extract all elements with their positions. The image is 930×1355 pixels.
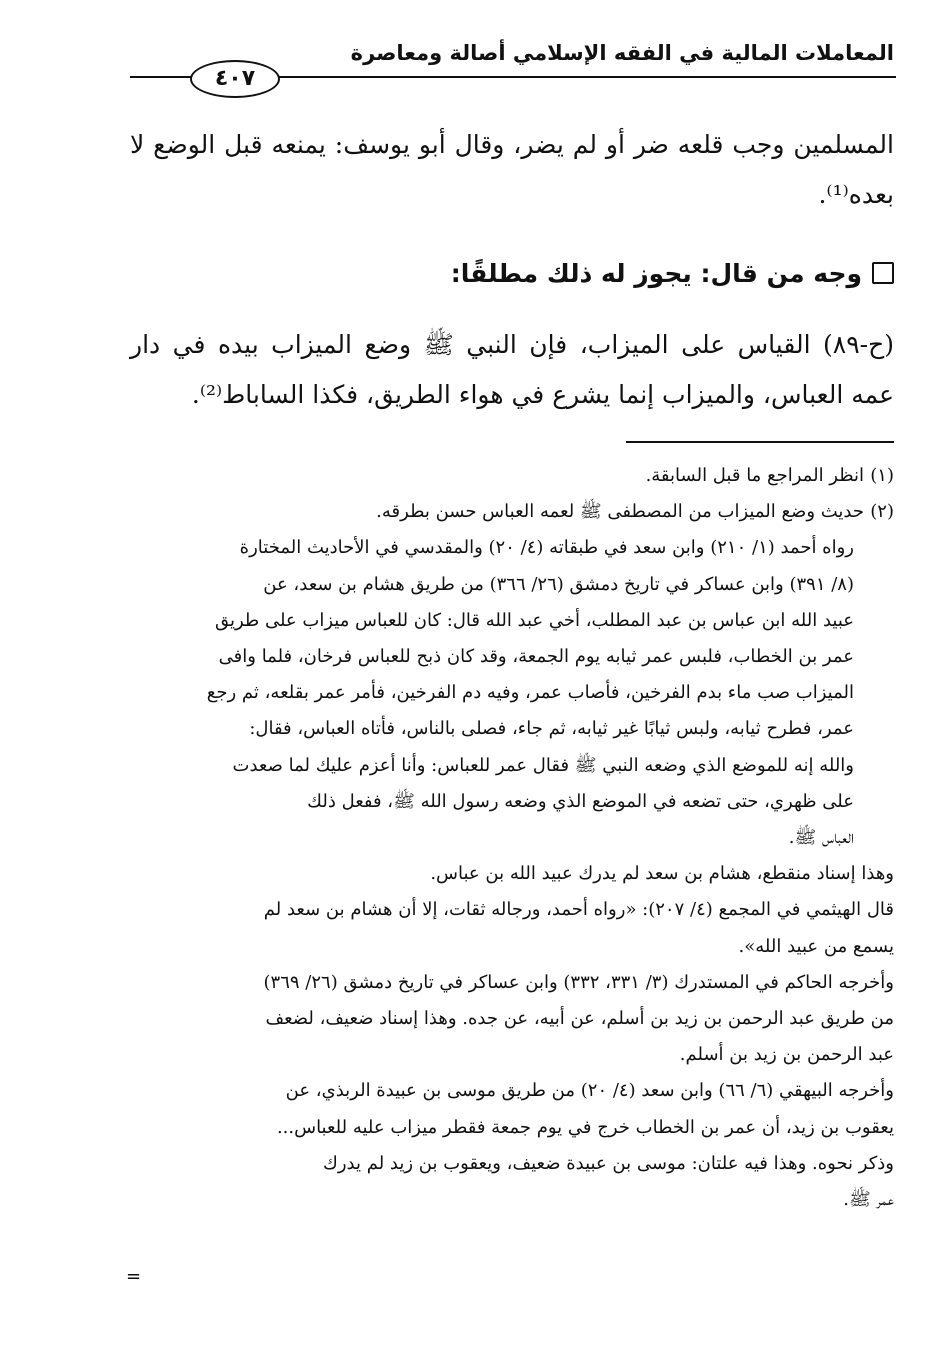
body-paragraph-1: المسلمين وجب قلعه ضر أو لم يضر، وقال أبو يوسف: يمنعه قبل الوضع لا بعده⁽¹⁾. (130, 130, 894, 209)
footnote-line: (٨/ ٣٩١) وابن عساكر في تاريخ دمشق (٢٦/ ٣٦٦) من طريق هشام بن سعد، عن (263, 573, 854, 595)
body-paragraph-2: (ح-٨٩) القياس على الميزاب، فإن النبي ﷺ وضع الميزاب بيده في دار عمه العباس، والميزاب إنما يشرع في هواء الطريق، فكذا الساباط⁽²⁾. (130, 330, 894, 409)
footnote-line: على ظهري، حتى تضعه في الموضع الذي وضعه رسول الله ﷺ، ففعل ذلك (307, 790, 854, 812)
footnote-line: من طريق عبد الرحمن بن زيد بن أسلم، عن أبيه، عن جده. وهذا إسناد ضعيف، لضعف (265, 1008, 894, 1030)
footnote-2 (130, 494, 894, 530)
footnote-line: والله إنه للموضع الذي وضعه النبي ﷺ فقال عمر للعباس: وأنا أعزم عليك لما صعدت (232, 754, 854, 776)
running-header-title: المعاملات المالية في الفقه الإسلامي أصالة ومعاصرة (350, 41, 894, 65)
footnote-line: يسمع من عبيد الله». (738, 935, 894, 957)
footnote-line: وذكر نحوه. وهذا فيه علتان: موسى بن عبيدة ضعيف، ويعقوب بن زيد لم يدرك (323, 1152, 894, 1174)
section-heading-text: وجه من قال: يجوز له ذلك مطلقًا: (450, 259, 862, 288)
footnote-line: عبيد الله ابن عباس بن عبد المطلب، أخي عبد الله قال: كان للعباس ميزاب على طريق (214, 609, 854, 631)
footnotes (130, 458, 894, 1218)
footnote-line: يعقوب بن زيد، أن عمر بن الخطاب خرج في يوم جمعة فقطر ميزاب عليه للعباس... (276, 1116, 894, 1138)
footnote-line: الميزاب صب ماء بدم الفرخين، فأصاب عمر، وفيه دم الفرخين، فأمر عمر بقلعه، ثم رجع (206, 682, 854, 704)
footnote-line: وأخرجه الحاكم في المستدرك (٣/ ٣٣١، ٣٣٢) وابن عساكر في تاريخ دمشق (٢٦/ ٣٦٩) (263, 971, 894, 993)
footnote-line: عمر بن الخطاب، فلبس عمر ثيابه يوم الجمعة، وقد كان ذبح للعباس فرخان، فلما وافى (218, 646, 854, 668)
section-heading (130, 254, 894, 294)
footnote-2-number: (٢) (870, 501, 894, 523)
footnote-line: العباس ﷺ. (788, 827, 854, 849)
footnote-1 (130, 458, 894, 494)
footnote-1-number: (١) (870, 465, 894, 486)
footnote-line: رواه أحمد (١/ ٢١٠) وابن سعد في طبقاته (٤/ ٢٠) والمقدسي في الأحاديث المختارة (239, 537, 854, 559)
footnote-line: قال الهيثمي في المجمع (٤/ ٢٠٧): «رواه أحمد، ورجاله ثقات، إلا أن هشام بن سعد لم (263, 899, 894, 921)
square-bullet-icon (872, 262, 894, 284)
footnote-line: عمر، فطرح ثيابه، ولبس ثيابًا غير ثيابه، ثم جاء، فصلى بالناس، فأتاه العباس، فقال: (249, 718, 854, 740)
footnote-1-text: انظر المراجع ما قبل السابقة. (645, 465, 864, 486)
continuation-mark: = (126, 1266, 142, 1287)
footnote-2-text: حديث وضع الميزاب من المصطفى ﷺ لعمه العباس حسن بطرقه. (376, 501, 864, 523)
footnote-line: وهذا إسناد منقطع، هشام بن سعد لم يدرك عبيد الله بن عباس. (430, 863, 894, 885)
footnote-line: عبد الرحمن بن زيد بن أسلم. (679, 1044, 894, 1066)
footnote-line: عمر ﷺ. (843, 1189, 894, 1211)
footnote-separator (626, 441, 894, 443)
footnote-line: وأخرجه البيهقي (٦/ ٦٦) وابن سعد (٤/ ٢٠) من طريق موسى بن عبيدة الربذي، عن (285, 1080, 894, 1102)
page-number-badge: ٤٠٧ (190, 60, 280, 98)
